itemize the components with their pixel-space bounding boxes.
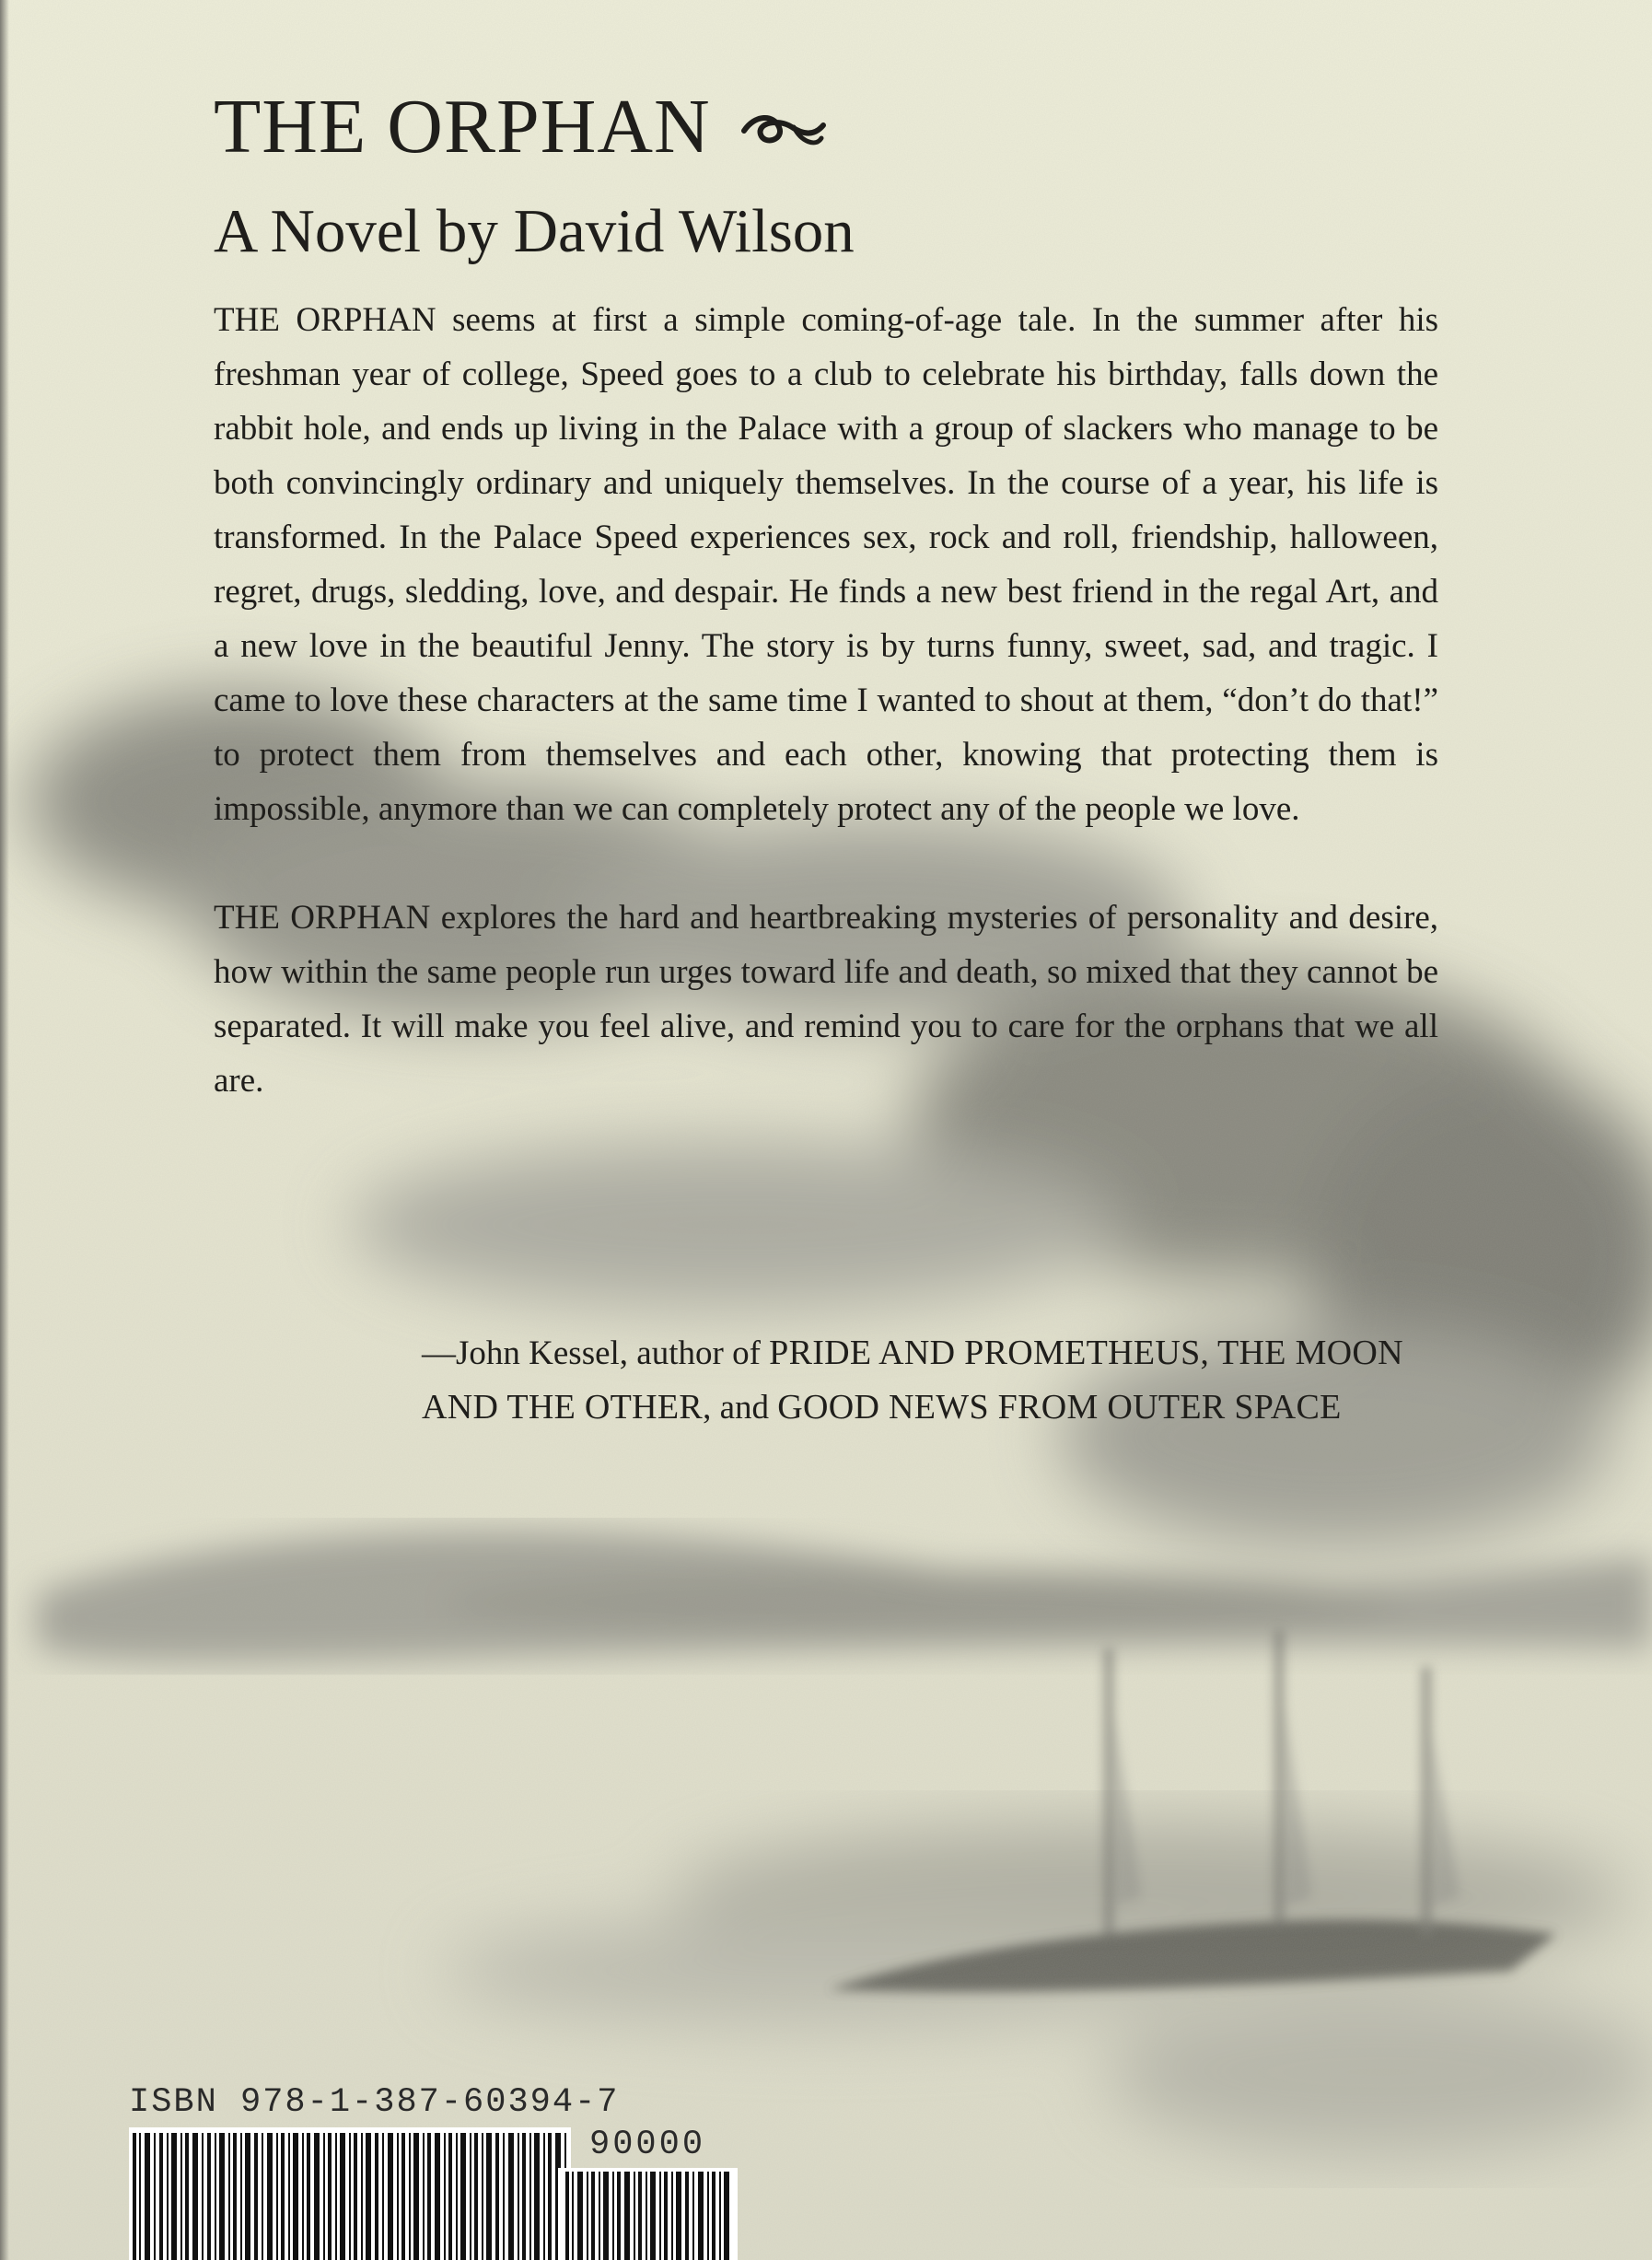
attribution-work-1: PRIDE AND PROMETHEUS <box>769 1334 1201 1372</box>
attribution-connector: and <box>719 1389 769 1427</box>
book-subtitle: A Novel by David Wilson <box>214 197 855 265</box>
page-edge-shadow <box>0 0 9 2260</box>
price-barcode <box>558 2168 738 2260</box>
attribution-author: —John Kessel, author of <box>422 1334 761 1372</box>
isbn-barcode <box>129 2127 571 2260</box>
ornamental-swirl-icon <box>737 99 829 155</box>
book-title: THE ORPHAN <box>214 84 711 169</box>
blurb-paragraph-1: THE ORPHAN seems at first a simple coming-of-age tale. In the summer after his freshman year of college, Speed goes to a club to celebrate his birthday, falls down the rabbit hole, and ends up living in the Palace with a group of slackers who manage to be both convincingly ordinary and uniquely themselves. In the course of a year, his life is transformed. In the Palace Speed experiences sex, rock and roll, friendship, halloween, regret, drugs, sledding, love, and despair. He finds a new best friend in the regal Art, and a new love in the beautiful Jenny. The story is by turns funny, sweet, sad, and tragic. I came to love these characters at the same time I wanted to shout at them, “don’t do that!” to protect them from themselves and each other, knowing that protecting them is impossible, anymore than we can completely protect any of the people we love. <box>214 301 1438 828</box>
attribution-work-3: GOOD NEWS FROM OUTER SPACE <box>777 1388 1342 1427</box>
blurb-text <box>214 293 1438 1108</box>
isbn-number: ISBN 978-1-387-60394-7 <box>129 2083 620 2122</box>
attribution-work-2: THE MOON AND THE OTHER <box>422 1334 1403 1427</box>
review-attribution: —John Kessel, author of PRIDE AND PROMETHEUS, THE MOON AND THE OTHER, and GOOD NEWS FROM OUTER SPACE <box>422 1334 1403 1427</box>
blurb-paragraph-2: THE ORPHAN explores the hard and heartbreaking mysteries of personality and desire, how within the same people run urges toward life and death, so mixed that they cannot be separated. It will make you feel alive, and remind you to care for the orphans that we all are. <box>214 899 1438 1100</box>
book-title-line <box>214 84 829 169</box>
price-code: 90000 <box>589 2126 706 2164</box>
